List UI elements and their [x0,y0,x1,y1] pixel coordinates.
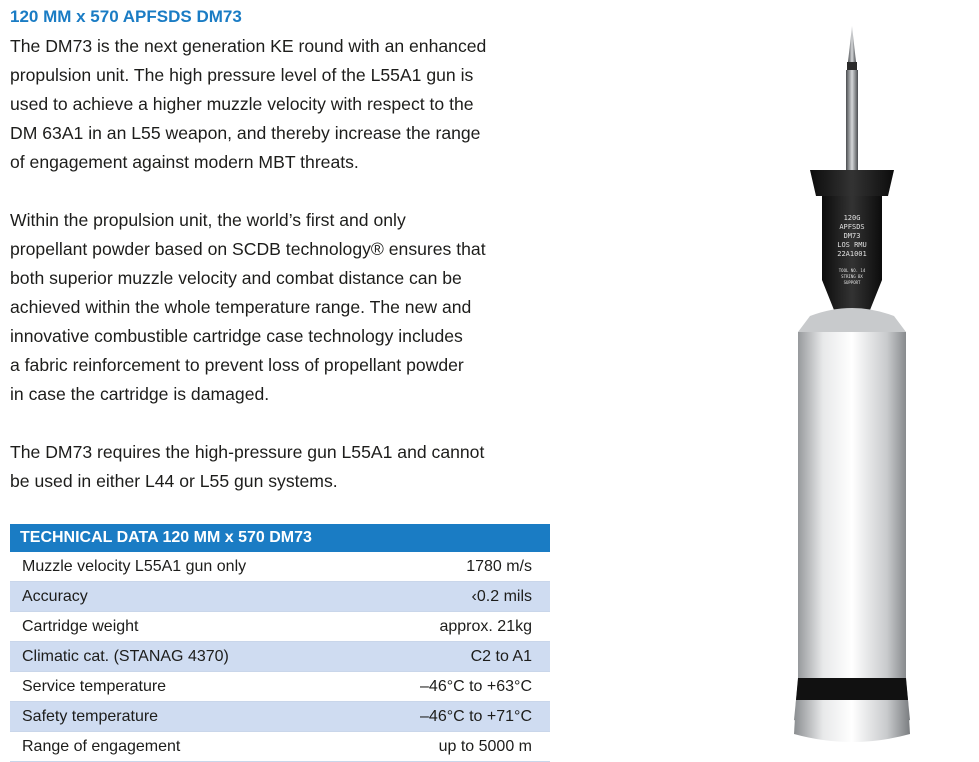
table-row [10,552,550,582]
penetrator-rod [846,70,858,170]
penetrator-tip [848,26,856,62]
case-base [794,700,910,742]
row-value: approx. 21kg [439,617,532,635]
row-label: Cartridge weight [22,617,139,635]
table-row [10,732,550,762]
row-label: Safety temperature [22,707,159,725]
row-value: C2 to A1 [470,647,532,665]
cartridge-image [760,20,960,755]
row-label: Muzzle velocity L55A1 gun only [22,557,247,575]
table-row [10,582,550,612]
table-row [10,702,550,732]
paragraph-requirements: The DM73 requires the high-pressure gun L55A1 and cannot be used in either L44 or L55 gun systems. [10,442,485,491]
case-shoulder [798,308,906,332]
cartridge-markings [837,214,867,285]
article [10,6,555,525]
marking-small: STRING BX [841,274,863,279]
page-title: 120 MM x 570 APFSDS DM73 [10,7,242,26]
table-row [10,672,550,702]
table-header: TECHNICAL DATA 120 MM x 570 DM73 [10,524,550,552]
base-band [796,678,908,700]
row-value: up to 5000 m [438,737,532,755]
paragraph-intro: The DM73 is the next generation KE round with an enhanced propulsion unit. The high pressure level of the L55A1 gun is used to achieve a higher muzzle velocity with respect to the DM 63A1 in an L55 weapon, and thereby increase the range of engagement against modern MBT threats. [10,36,487,172]
row-value: –46°C to +71°C [420,707,532,725]
marking-line: LOS RMU [837,241,867,249]
marking-small: TOOL NO. 14 [838,268,866,273]
marking-line: 22A1001 [837,250,867,258]
case-body [794,332,910,730]
row-value: 1780 m/s [466,557,532,575]
table-row [10,612,550,642]
tip-band [847,62,857,70]
row-label: Range of engagement [22,737,181,755]
marking-line: DM73 [843,232,861,240]
marking-small: SUPPORT [843,280,861,285]
technical-data-table [10,524,550,762]
marking-line: APFSDS [839,223,865,231]
row-value: –46°C to +63°C [420,677,532,695]
sabot-top [810,170,894,196]
row-label: Accuracy [22,587,88,605]
marking-line: 120G [843,214,861,222]
row-label: Climatic cat. (STANAG 4370) [22,647,229,665]
row-value: ‹0.2 mils [471,587,532,605]
row-label: Service temperature [22,677,167,695]
paragraph-propulsion: Within the propulsion unit, the world’s first and only propellant powder based on SCDB technology® ensures that both superior muzzle velocity and combat distance can be achieved within the whole temperature range. The new and innovative combustible cartridge case technology includes a fabric reinforcement to prevent loss of propellant powder in case the cartridge is damaged. [10,210,486,404]
cartridge-illustration [760,20,960,755]
table-row [10,642,550,672]
